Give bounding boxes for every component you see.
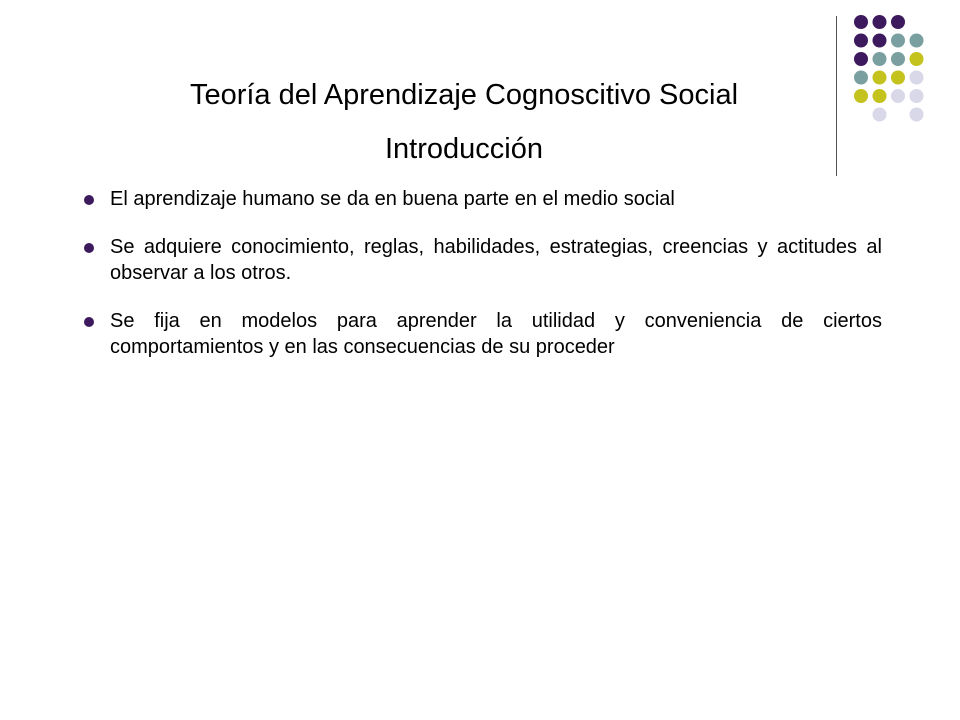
decorative-dot-purple <box>854 15 868 29</box>
decorative-dot-olive <box>891 71 905 85</box>
decorative-dot-teal <box>854 71 868 85</box>
decorative-dot-olive <box>873 71 887 85</box>
bullet-text: El aprendizaje humano se da en buena parte en el medio social <box>110 188 675 210</box>
decorative-dot-lavender <box>910 89 924 103</box>
decorative-dot-teal <box>891 52 905 66</box>
decorative-dot-purple <box>873 34 887 48</box>
decorative-dot-purple <box>854 52 868 66</box>
bullet-list <box>84 186 882 382</box>
decorative-dot-teal <box>891 34 905 48</box>
decorative-dot-teal <box>873 52 887 66</box>
title-line-1: Teoría del Aprendizaje Cognoscitivo Social <box>189 79 739 111</box>
bullet-item <box>84 308 882 360</box>
decorative-dot-lavender <box>873 108 887 122</box>
bullet-item <box>84 234 882 286</box>
decorative-dot-purple <box>854 34 868 48</box>
bullet-item <box>84 186 882 212</box>
decorative-dot-lavender <box>891 89 905 103</box>
bullet-marker-icon <box>84 243 94 253</box>
bullet-marker-icon <box>84 195 94 205</box>
decorative-dot-lavender <box>910 108 924 122</box>
decorative-dot-teal <box>910 34 924 48</box>
title-line-2: Introducción <box>385 133 543 165</box>
decorative-dot-olive <box>910 52 924 66</box>
decorative-dot-lavender <box>910 71 924 85</box>
bullet-text: Se fija en modelos para aprender la utilidad y conveniencia de ciertos comportamientos y en las consecuencias de su proceder <box>110 310 882 358</box>
bullet-marker-icon <box>84 317 94 327</box>
decorative-dot-olive <box>873 89 887 103</box>
decorative-dot-purple <box>891 15 905 29</box>
slide-title <box>100 68 828 176</box>
bullet-text: Se adquiere conocimiento, reglas, habilidades, estrategias, creencias y actitudes al observar a los otros. <box>110 236 882 284</box>
vertical-divider <box>836 16 837 176</box>
decorative-dot-olive <box>854 89 868 103</box>
decorative-dot-purple <box>873 15 887 29</box>
